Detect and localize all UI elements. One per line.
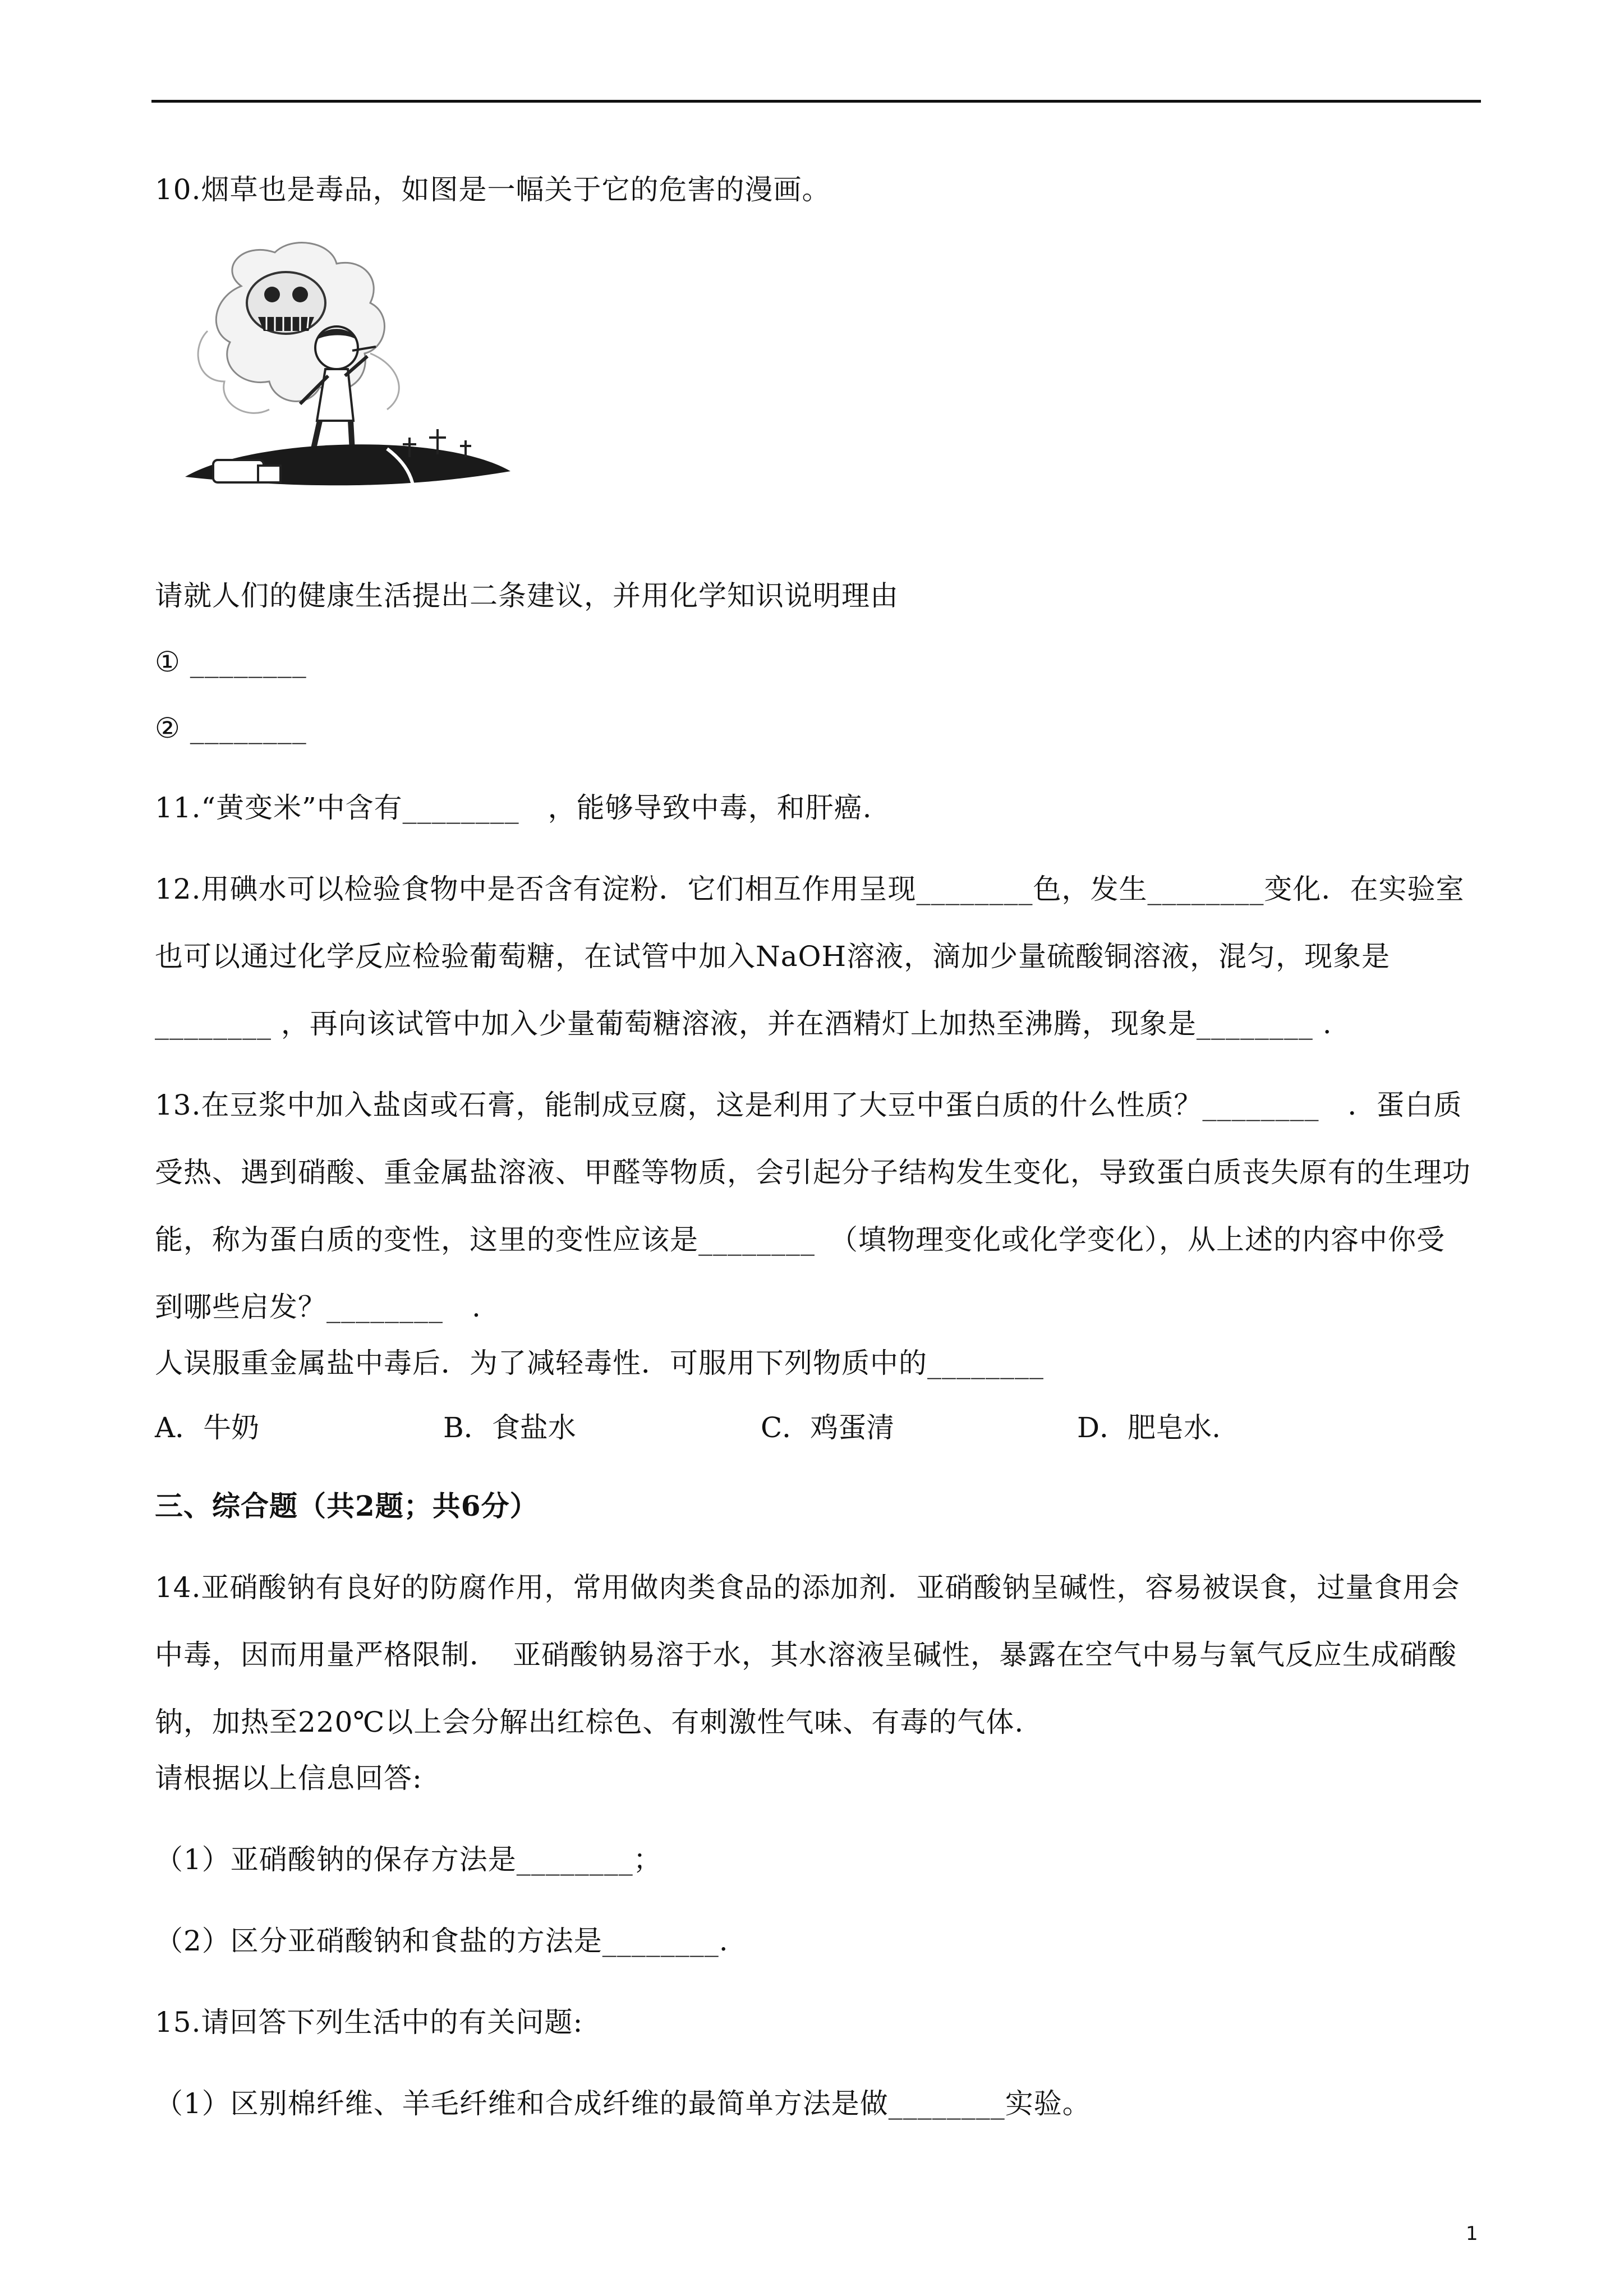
q10-prompt: 请就人们的健康生活提出二条建议，并用化学知识说明理由 <box>155 579 899 612</box>
q14-line-2: 中毒，因而用量严格限制． 亚硝酸钠易溶于水，其水溶液呈碱性，暴露在空气中易与氧气反应生成硝酸 <box>155 1639 1457 1671</box>
q13-line-5: 人误服重金属盐中毒后．为了减轻毒性．可服用下列物质中的________ <box>155 1347 1044 1379</box>
q15-line-1: 15.请回答下列生活中的有关问题: <box>155 2006 583 2039</box>
header-rule <box>151 100 1481 103</box>
q12-line-2: 也可以通过化学反应检验葡萄糖，在试管中加入NaOH溶液，滴加少量硫酸铜溶液，混匀，现象是 <box>155 940 1391 973</box>
q13-option-b[interactable]: B．食盐水 <box>443 1411 576 1444</box>
section-3-title: 三、综合题（共2题；共6分） <box>155 1489 539 1522</box>
q10-stem: 10.烟草也是毒品，如图是一幅关于它的危害的漫画。 <box>155 173 831 206</box>
q14-line-1: 14.亚硝酸钠有良好的防腐作用，常用做肉类食品的添加剂．亚硝酸钠呈碱性，容易被误食，过量食用会 <box>155 1571 1460 1604</box>
q13-option-c[interactable]: C．鸡蛋清 <box>761 1411 895 1444</box>
q13-option-d[interactable]: D．肥皂水. <box>1077 1411 1221 1444</box>
q13-option-a[interactable]: A．牛奶 <box>155 1411 260 1444</box>
q13-line-2: 受热、遇到硝酸、重金属盐溶液、甲醛等物质，会引起分子结构发生变化，导致蛋白质丧失原有的生理功 <box>155 1156 1471 1189</box>
smoking-cartoon-image <box>174 236 522 527</box>
q14-sub-2: （2）区分亚硝酸钠和食盐的方法是________. <box>155 1925 729 1957</box>
q14-sub-1: （1）亚硝酸钠的保存方法是________； <box>155 1843 662 1876</box>
q10-answer-1[interactable]: ① ________ <box>155 646 307 678</box>
q10-answer-2[interactable]: ② ________ <box>155 712 307 744</box>
q12-line-1: 12.用碘水可以检验食物中是否含有淀粉．它们相互作用呈现________色，发生________变化．在实验室 <box>155 873 1465 905</box>
q13-line-3: 能，称为蛋白质的变性，这里的变性应该是________ （填物理变化或化学变化），从上述的内容中你受 <box>155 1223 1445 1256</box>
page-number: 1 <box>1466 2223 1478 2245</box>
q11-text: 11.“黄变米”中含有________ ，能够导致中毒，和肝癌. <box>155 792 872 824</box>
q14-line-4: 请根据以上信息回答: <box>155 1762 422 1795</box>
q14-line-3: 钠，加热至220℃以上会分解出红棕色、有刺激性气味、有毒的气体. <box>155 1706 1024 1738</box>
q12-line-3: ________ ，再向该试管中加入少量葡萄糖溶液，并在酒精灯上加热至沸腾，现象是________ . <box>155 1007 1332 1040</box>
q13-line-1: 13.在豆浆中加入盐卤或石膏，能制成豆腐，这是利用了大豆中蛋白质的什么性质？________ ．蛋白质 <box>155 1089 1462 1121</box>
q13-line-4: 到哪些启发？________ . <box>155 1291 481 1323</box>
q15-sub-1: （1）区别棉纤维、羊毛纤维和合成纤维的最简单方法是做________实验。 <box>155 2087 1091 2120</box>
